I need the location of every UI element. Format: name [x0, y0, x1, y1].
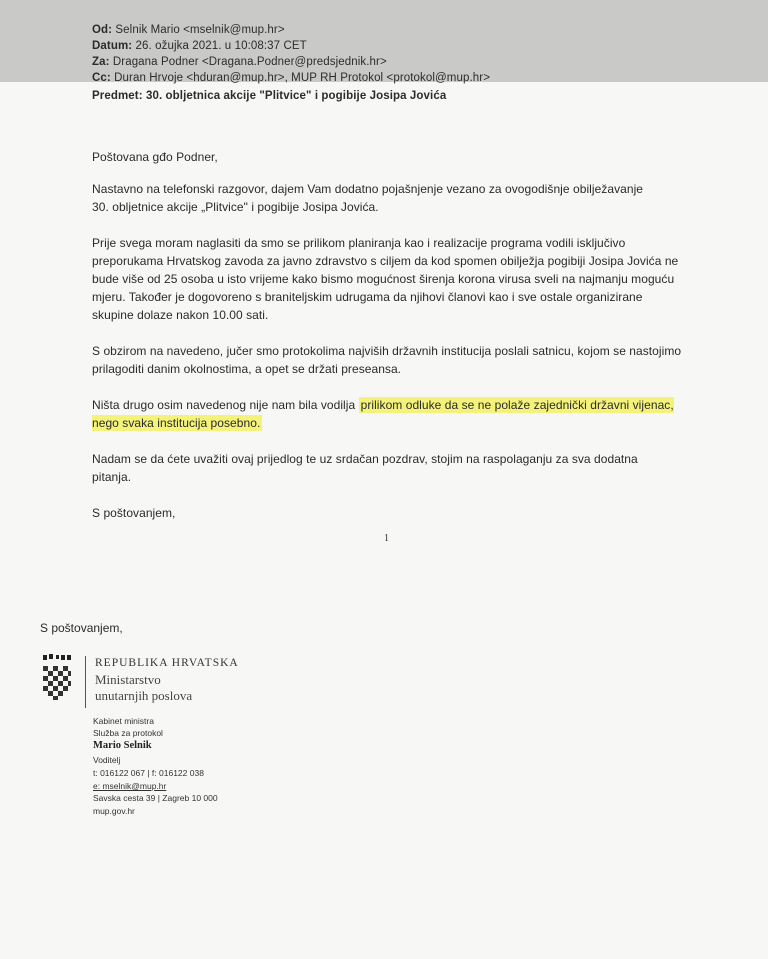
subject-line — [92, 90, 446, 102]
cc-line — [92, 72, 490, 84]
to-line — [92, 56, 387, 68]
from-line — [92, 24, 285, 36]
signature-address: Savska cesta 39 | Zagreb 10 000 — [93, 793, 218, 803]
letter-closing: S poštovanjem, — [92, 506, 176, 520]
highlighted-text: prilikom odluke da se ne polaže zajednički državni vijenac, nego svaka institucija posebno. — [92, 398, 674, 430]
ministry-line-1: Ministarstvo — [95, 672, 161, 687]
date-line — [92, 40, 307, 52]
cc-label: Cc: — [92, 72, 111, 84]
signature-website[interactable]: mup.gov.hr — [93, 806, 135, 816]
signature-email[interactable]: e: mselnik@mup.hr — [93, 781, 167, 791]
paragraph-4 — [92, 396, 682, 432]
subject-value: 30. obljetnica akcije "Plitvice" i pogibije Josipa Jovića — [145, 90, 447, 102]
signature-name: Mario Selnik — [93, 740, 152, 751]
page-number: 1 — [384, 533, 389, 544]
signature-service: Služba za protokol — [93, 728, 163, 738]
ministry-line-2: unutarnjih poslova — [95, 688, 193, 703]
paragraph-1: Nastavno na telefonski razgovor, dajem Vam dodatno pojašnjenje vezano za ovogodišnje obilježavanje 30. obljetnice akcije „Plitvice" i pogibije Josipa Jovića. — [92, 182, 644, 214]
paragraph-2: Prije svega moram naglasiti da smo se prilikom planiranja kao i realizacije programa vodili isključivo preporukama Hrvatskog zavoda za javno zdravstvo s ciljem da kod spomen obilježja pogibiji Josipa Jovića ne bude više od 25 osoba u isto vrijeme kako bismo mogućnost širenja korona virusa sveli na najmanju moguću mjeru. Također je dogovoreno s braniteljskim udrugama da njihovi članovi kao i sve ostale organizirane skupine dolaze nakon 10.00 sati. — [92, 236, 679, 322]
to-value: Dragana Podner <Dragana.Podner@predsjednik.hr> — [112, 56, 387, 68]
paragraph-5: Nadam se da ćete uvažiti ovaj prijedlog te uz srdačan pozdrav, stojim na raspolaganju za sva dodatna pitanja. — [92, 452, 638, 484]
from-label: Od: — [92, 24, 113, 36]
signature-phone: t: 016122 067 | f: 016122 038 — [93, 768, 204, 778]
signature-title: Voditelj — [93, 755, 121, 765]
logo-divider — [85, 656, 86, 708]
date-value: 26. ožujka 2021. u 10:08:37 CET — [135, 40, 307, 52]
to-label: Za: — [92, 56, 110, 68]
greeting: Poštovana gđo Podner, — [92, 150, 218, 164]
subject-label: Predmet: — [92, 90, 143, 102]
croatian-coat-of-arms-icon — [40, 654, 74, 702]
from-value: Selnik Mario <mselnik@mup.hr> — [115, 24, 285, 36]
signature-closing: S poštovanjem, — [40, 621, 123, 635]
paragraph-3: S obzirom na navedeno, jučer smo protokolima najviših državnih institucija poslali satnicu, kojom se nastojimo prilagoditi danim okolnostima, a opet se držati preseansa. — [92, 344, 682, 376]
org-name: REPUBLIKA HRVATSKA — [95, 657, 239, 669]
paragraph-4-start: Ništa drugo osim navedenog nije nam bila vodilja — [92, 398, 359, 412]
cc-value: Duran Hrvoje <hduran@mup.hr>, MUP RH Protokol <protokol@mup.hr> — [114, 72, 491, 84]
signature-office: Kabinet ministra — [93, 716, 154, 726]
date-label: Datum: — [92, 40, 133, 52]
